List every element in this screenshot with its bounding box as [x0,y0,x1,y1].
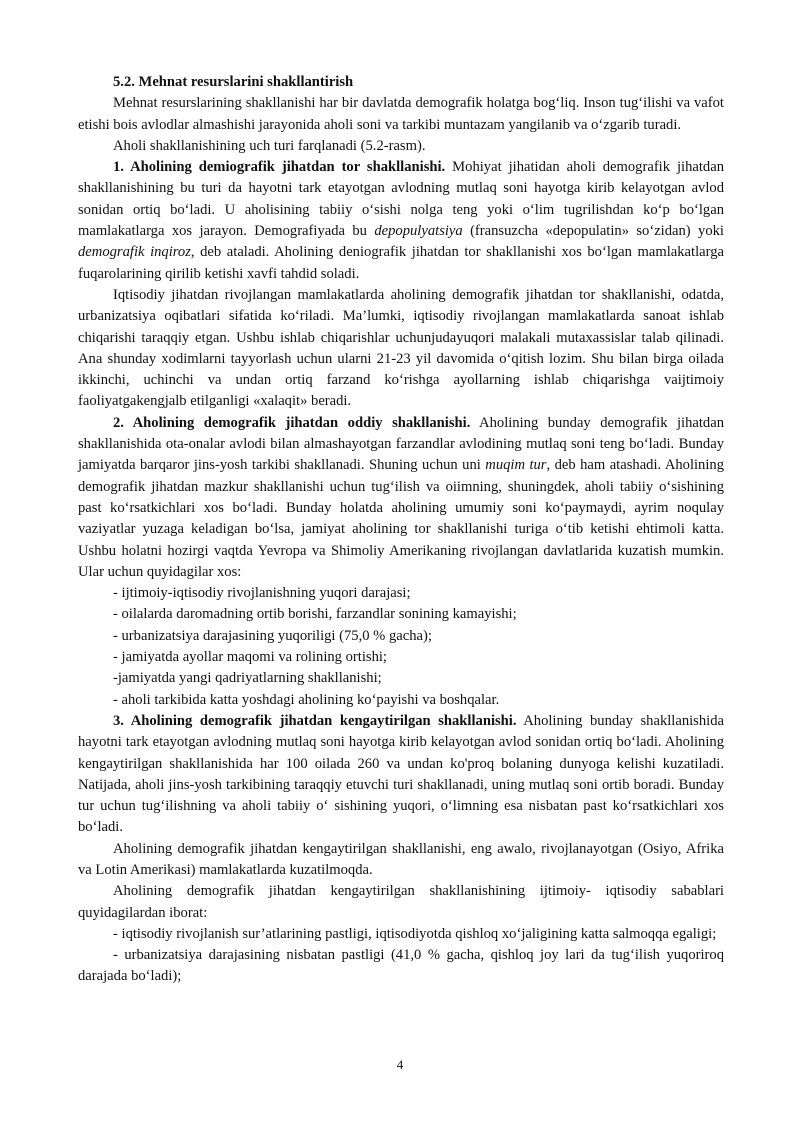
type3-heading: 3. Aholining demografik jihatdan kengaytirilgan shakllanishi. [113,712,517,729]
type1-paragraph-2: Iqtisodiy jihatdan rivojlangan mamlakatlarda aholining demografik jihatdan tor shakllanishi, odatda, urbanizatsiya oqibatlari sifatida ko‘riladi. Ma’lumki, iqtisodiy rivojlangan mamlakatlarda sanoat ishlab chiqarishi taraqqiy etgan. Ushbu ishlab chiqarishlar uchunjudayuqori malakali mutaxassislar talab qilinadi. Ana shunday xodimlarni tayyorlash uchun ularni 21-23 yil davomida o‘qitish lozim. Shu bilan birga oilada ikkinchi, uchinchi va undan ortiq farzand ko‘rishga ayollarning ishlab chiqarishga vaijtimoiy faoliyatgakengjalb etilganligi «xalaqit» beradi. [78,286,724,410]
type2-heading: 2. Aholining demografik jihatdan oddiy shakllanishi. [113,414,471,431]
type1-paragraph: 1. Aholining demiografik jihatdan tor shakllanishi. Mohiyat jihatidan aholi demografik jihatdan shakllanishining bu turi da hayotni tark etayotgan avlodning mutlaq soni hayotga kirib kelayotgan avlod sonidan ortiq bo‘ladi. U aholisining tabiiy o‘sishi nolga teng yoki o‘lim tugrilishdan ko‘p bo‘lgan mamlakatlarga xos jarayon. Demografiyada bu depopulyatsiya (fransuzcha «depopulatin» so‘zidan) yoki demografik inqiroz, deb ataladi. Aholining deniografik jihatdan tor shakllanishi xos bo‘lgan mamlakatlarga fuqarolarining qirilib ketishi xavfi tahdid soladi. [78,159,725,282]
list-item: - urbanizatsiya darajasining nisbatan pastligi (41,0 % gacha, qishloq joy lari da tug‘ilish yuqoriroq darajada bo‘ladi); [78,947,724,985]
list-item: - aholi tarkibida katta yoshdagi aholining ko‘payishi va boshqalar. [113,691,500,708]
term-muqim-tur: muqim tur [485,457,547,474]
section-title: 5.2. Mehnat resurslarini shakllantirish [113,74,354,90]
type2-paragraph: 2. Aholining demografik jihatdan oddiy shakllanishi. Aholining bunday demografik jihatdan shakllanishida ota-onalar avlodi bilan almashayotgan farzandlar avlodining mutlaq soni teng bo‘ladi. Bunday jamiyatda barqaror jins-yosh tarkibi shakllanadi. Shuning uchun uni muqim tur, deb ham atashadi. Aholining demografik jihatdan mazkur shakllanishi uchun tug‘ilish va oiimning, shuningdek, aholi tabiiy o‘sishining past ko‘rsatkichlari xos bo‘ladi. Bunday holatda aholining umumiy soni ko‘paymaydi, ayrim noqulay vaziyatlar yuzaga keladigan bo‘lsa, jamiyat aholining tor shakllanishi turiga o‘tib ketishi ehtimoli katta. Ushbu holatni hozirgi vaqtda Yevropa va Shimoliy Amerikaning rivojlangan davlatlarida kuzatish mumkin. Ular uchun quyidagilar xos: [78,414,725,580]
document-page [78,72,724,988]
list-item: - urbanizatsiya darajasining yuqoriligi (75,0 % gacha); [113,627,432,644]
list-item: - ijtimoiy-iqtisodiy rivojlanishning yuqori darajasi; [113,585,411,602]
types-intro-paragraph: Aholi shakllanishining uch turi farqlanadi (5.2-rasm). [113,137,426,154]
list-item: - iqtisodiy rivojlanish sur’atlarining pastligi, iqtisodiyotda qishloq xo‘jaligining katta salmoqqa egaligi; [113,925,717,942]
list-item: -jamiyatda yangi qadriyatlarning shakllanishi; [113,670,382,687]
type1-heading: 1. Aholining demiografik jihatdan tor shakllanishi. [113,159,446,176]
type3-paragraph-2: Aholining demografik jihatdan kengaytirilgan shakllanishi, eng awalo, rivojlanayotgan (Osiyo, Afrika va Lotin Amerikasi) mamlakatlarda kuzatilmoqda. [78,840,724,878]
intro-paragraph: Mehnat resurslarining shakllanishi har bir davlatda demografik holatga bog‘liq. Inson tug‘ilishi va vafot etishi bois avlodlar almashishi jarayonida aholi soni va tarkibi muntazam yangilanib va o‘zgarib turadi. [78,95,724,133]
type3-paragraph: 3. Aholining demografik jihatdan kengaytirilgan shakllanishi. Aholining bunday shakllanishida hayotni tark etayotgan avlodning mutlaq soni hayotga kirib kelayotgan avlod sonidan ortiq bo‘ladi. Aholining kengaytirilgan shakllanishida har 100 oilada 260 va undan ko'proq bolaning dunyoga kelishi kuzatiladi. Natijada, aholi jins-yosh tarkibining taraqqiy etuvchi turi shakllanadi, uning mutlaq soni ortib boradi. Bunday tur uchun tug‘ilishning va aholi tabiiy o‘ sishining yuqori, o‘limning esa nisbatan past ko‘rsatkichlari xos bo‘ladi. [78,712,724,836]
term-depopulyatsiya: depopulyatsiya [374,223,463,240]
list-item: - jamiyatda ayollar maqomi va rolining ortishi; [113,649,387,666]
page-number: 4 [396,1057,404,1072]
list-item: - oilalarda daromadning ortib borishi, farzandlar sonining kamayishi; [113,606,517,623]
term-demografik-inqiroz: demografik inqiroz, [78,244,195,261]
type3-paragraph-3: Aholining demografik jihatdan kengaytirilgan shakllanishining ijtimoiy- iqtisodiy sabablari quyidagilardan iborat: [78,883,724,921]
